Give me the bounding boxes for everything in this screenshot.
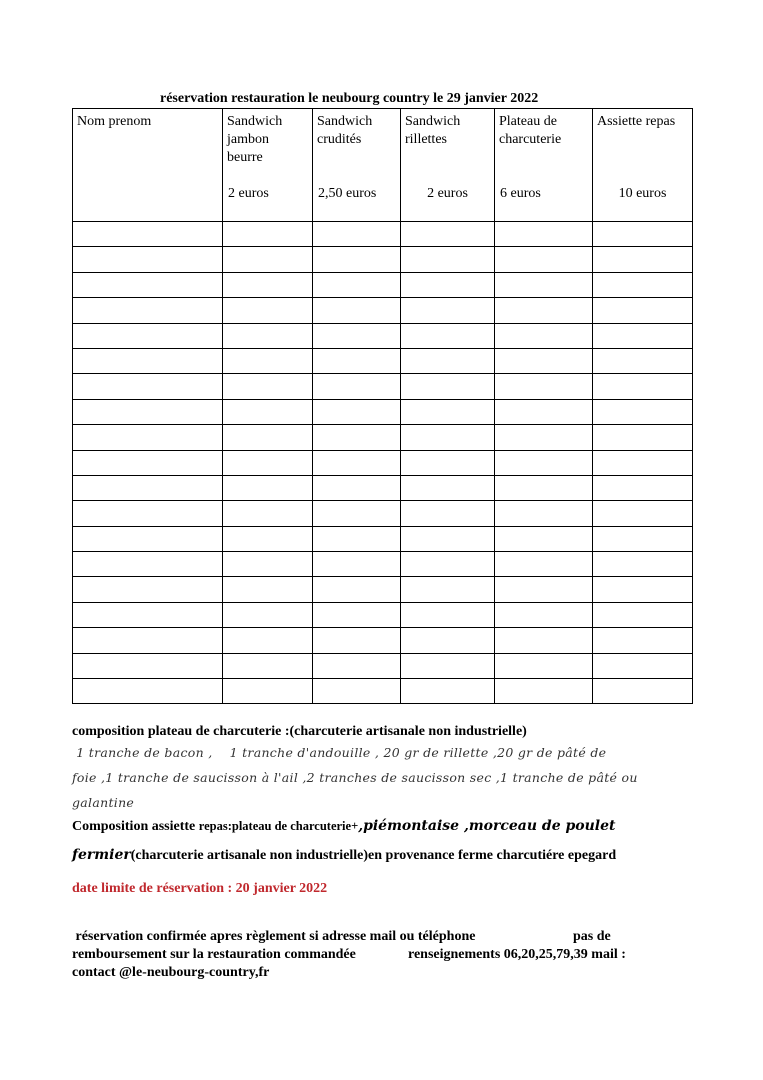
table-row [73, 653, 693, 678]
table-row [73, 247, 693, 272]
table-cell [593, 653, 693, 678]
table-cell [223, 298, 313, 323]
table-cell [401, 679, 495, 704]
table-cell [313, 272, 401, 297]
table-cell [495, 577, 593, 602]
footer-contact: contact @le-neubourg-country,fr [72, 965, 270, 980]
table-cell [223, 247, 313, 272]
table-cell [495, 602, 593, 627]
table-cell [495, 323, 593, 348]
table-cell [73, 272, 223, 297]
table-cell [401, 552, 495, 577]
assiette-label: Composition assiette [72, 819, 199, 834]
table-cell [313, 425, 401, 450]
table-cell [401, 628, 495, 653]
table-row [73, 602, 693, 627]
footer-line-2-a: remboursement sur la restauration commandée [72, 947, 356, 962]
table-row [73, 374, 693, 399]
table-cell [593, 450, 693, 475]
table-cell [593, 602, 693, 627]
table-cell [401, 425, 495, 450]
header-assiette-repas: Assiette repas 10 euros [593, 109, 693, 222]
table-cell [223, 628, 313, 653]
table-cell [223, 374, 313, 399]
table-cell [73, 399, 223, 424]
assiette-detail: repas:plateau de charcuterie+ [198, 819, 359, 833]
header-sandwich-rillettes: Sandwich rillettes 2 euros [401, 109, 495, 222]
table-cell [401, 374, 495, 399]
table-cell [495, 526, 593, 551]
table-cell [73, 577, 223, 602]
table-cell [593, 628, 693, 653]
table-cell [401, 526, 495, 551]
table-cell [223, 323, 313, 348]
table-cell [223, 679, 313, 704]
table-cell [73, 348, 223, 373]
table-cell [313, 526, 401, 551]
table-row [73, 679, 693, 704]
table-cell [73, 425, 223, 450]
table-cell [313, 450, 401, 475]
table-cell [73, 323, 223, 348]
table-row [73, 552, 693, 577]
table-cell [223, 475, 313, 500]
table-cell [495, 247, 593, 272]
table-cell [401, 475, 495, 500]
table-row [73, 272, 693, 297]
table-cell [593, 222, 693, 247]
table-cell [313, 222, 401, 247]
table-cell [223, 272, 313, 297]
table-cell [495, 450, 593, 475]
table-cell [223, 222, 313, 247]
table-cell [495, 425, 593, 450]
table-cell [401, 247, 495, 272]
table-cell [223, 526, 313, 551]
assiette-rest: (charcuterie artisanale non industrielle)en provenance ferme charcutiére epegard [130, 848, 617, 863]
footer-line-2-b: renseignements 06,20,25,79,39 mail : [408, 947, 626, 962]
table-cell [495, 501, 593, 526]
table-cell [73, 450, 223, 475]
table-cell [73, 298, 223, 323]
plateau-line-3: galantine [72, 795, 135, 810]
table-cell [313, 552, 401, 577]
table-cell [313, 501, 401, 526]
header-row [73, 109, 693, 222]
table-cell [593, 399, 693, 424]
table-cell [401, 298, 495, 323]
table-cell [313, 475, 401, 500]
price-plateau-charcuterie: 6 euros [500, 186, 541, 201]
header-plateau-charcuterie: Plateau de charcuterie 6 euros [495, 109, 593, 222]
table-row [73, 298, 693, 323]
table-cell [401, 348, 495, 373]
table-cell [73, 679, 223, 704]
table-cell [495, 272, 593, 297]
table-cell [73, 222, 223, 247]
assiette-line-2 [72, 847, 616, 864]
table-cell [401, 399, 495, 424]
table-cell [73, 475, 223, 500]
table-cell [495, 298, 593, 323]
table-cell [401, 653, 495, 678]
price-sandwich-jambon-beurre: 2 euros [228, 186, 269, 201]
table-row [73, 501, 693, 526]
table-row [73, 526, 693, 551]
table-cell [73, 653, 223, 678]
table-cell [495, 348, 593, 373]
table-cell [495, 653, 593, 678]
table-cell [313, 298, 401, 323]
table-cell [593, 577, 693, 602]
table-cell [401, 602, 495, 627]
table-cell [313, 247, 401, 272]
table-cell [593, 501, 693, 526]
table-row [73, 577, 693, 602]
table-cell [401, 450, 495, 475]
table-cell [313, 628, 401, 653]
table-cell [495, 628, 593, 653]
deadline-text: date limite de réservation : 20 janvier 2022 [72, 881, 328, 896]
table-cell [401, 272, 495, 297]
table-cell [401, 577, 495, 602]
table-row [73, 628, 693, 653]
price-sandwich-rillettes: 2 euros [427, 186, 468, 201]
table-cell [223, 399, 313, 424]
plateau-line-2: foie ,1 tranche de saucisson à l'ail ,2 tranches de saucisson sec ,1 tranche de pâté ou [72, 770, 638, 785]
assiette-hand-2: fermier [72, 847, 131, 863]
reservation-table [72, 108, 693, 704]
table-cell [401, 501, 495, 526]
table-row [73, 399, 693, 424]
footer-line-1-b: pas de [573, 929, 611, 944]
table-cell [313, 348, 401, 373]
table-cell [495, 679, 593, 704]
table-cell [73, 526, 223, 551]
table-cell [223, 450, 313, 475]
table-cell [593, 526, 693, 551]
table-cell [223, 501, 313, 526]
table-cell [593, 247, 693, 272]
table-cell [593, 552, 693, 577]
table-cell [313, 399, 401, 424]
table-cell [313, 374, 401, 399]
table-row [73, 323, 693, 348]
table-cell [73, 374, 223, 399]
price-sandwich-crudites: 2,50 euros [318, 186, 377, 201]
table-cell [73, 628, 223, 653]
table-cell [223, 425, 313, 450]
table-cell [593, 425, 693, 450]
table-row [73, 425, 693, 450]
table-cell [593, 298, 693, 323]
table-cell [73, 501, 223, 526]
table-row [73, 475, 693, 500]
table-cell [223, 348, 313, 373]
header-sandwich-crudites: Sandwich crudités 2,50 euros [313, 109, 401, 222]
table-cell [73, 602, 223, 627]
table-cell [593, 348, 693, 373]
table-cell [73, 247, 223, 272]
table-cell [593, 679, 693, 704]
price-assiette-repas: 10 euros [618, 186, 667, 201]
assiette-line-1 [72, 818, 615, 835]
table-cell [313, 679, 401, 704]
table-cell [313, 653, 401, 678]
table-cell [593, 272, 693, 297]
table-cell [223, 602, 313, 627]
table-cell [401, 323, 495, 348]
table-cell [223, 577, 313, 602]
table-cell [313, 577, 401, 602]
table-cell [495, 552, 593, 577]
table-cell [593, 475, 693, 500]
table-cell [223, 653, 313, 678]
table-cell [495, 222, 593, 247]
table-cell [495, 399, 593, 424]
plateau-heading: composition plateau de charcuterie :(charcuterie artisanale non industrielle) [72, 724, 527, 739]
table-row [73, 348, 693, 373]
page-title: réservation restauration le neubourg country le 29 janvier 2022 [160, 91, 539, 106]
table-cell [223, 552, 313, 577]
plateau-line-1: 1 tranche de bacon , 1 tranche d'andouille , 20 gr de rillette ,20 gr de pâté de [72, 745, 607, 760]
footer-line-1-a: réservation confirmée apres règlement si adresse mail ou téléphone [72, 929, 476, 944]
header-nom-prenom: Nom prenom [73, 109, 223, 222]
table-cell [401, 222, 495, 247]
table-cell [313, 602, 401, 627]
table-cell [73, 552, 223, 577]
table-row [73, 450, 693, 475]
header-sandwich-jambon-beurre: Sandwich jambon beurre 2 euros [223, 109, 313, 222]
assiette-hand-1: ,piémontaise ,morceau de poulet [358, 818, 616, 834]
table-cell [495, 475, 593, 500]
table-row [73, 222, 693, 247]
table-cell [593, 323, 693, 348]
table-cell [593, 374, 693, 399]
table-cell [495, 374, 593, 399]
table-cell [313, 323, 401, 348]
